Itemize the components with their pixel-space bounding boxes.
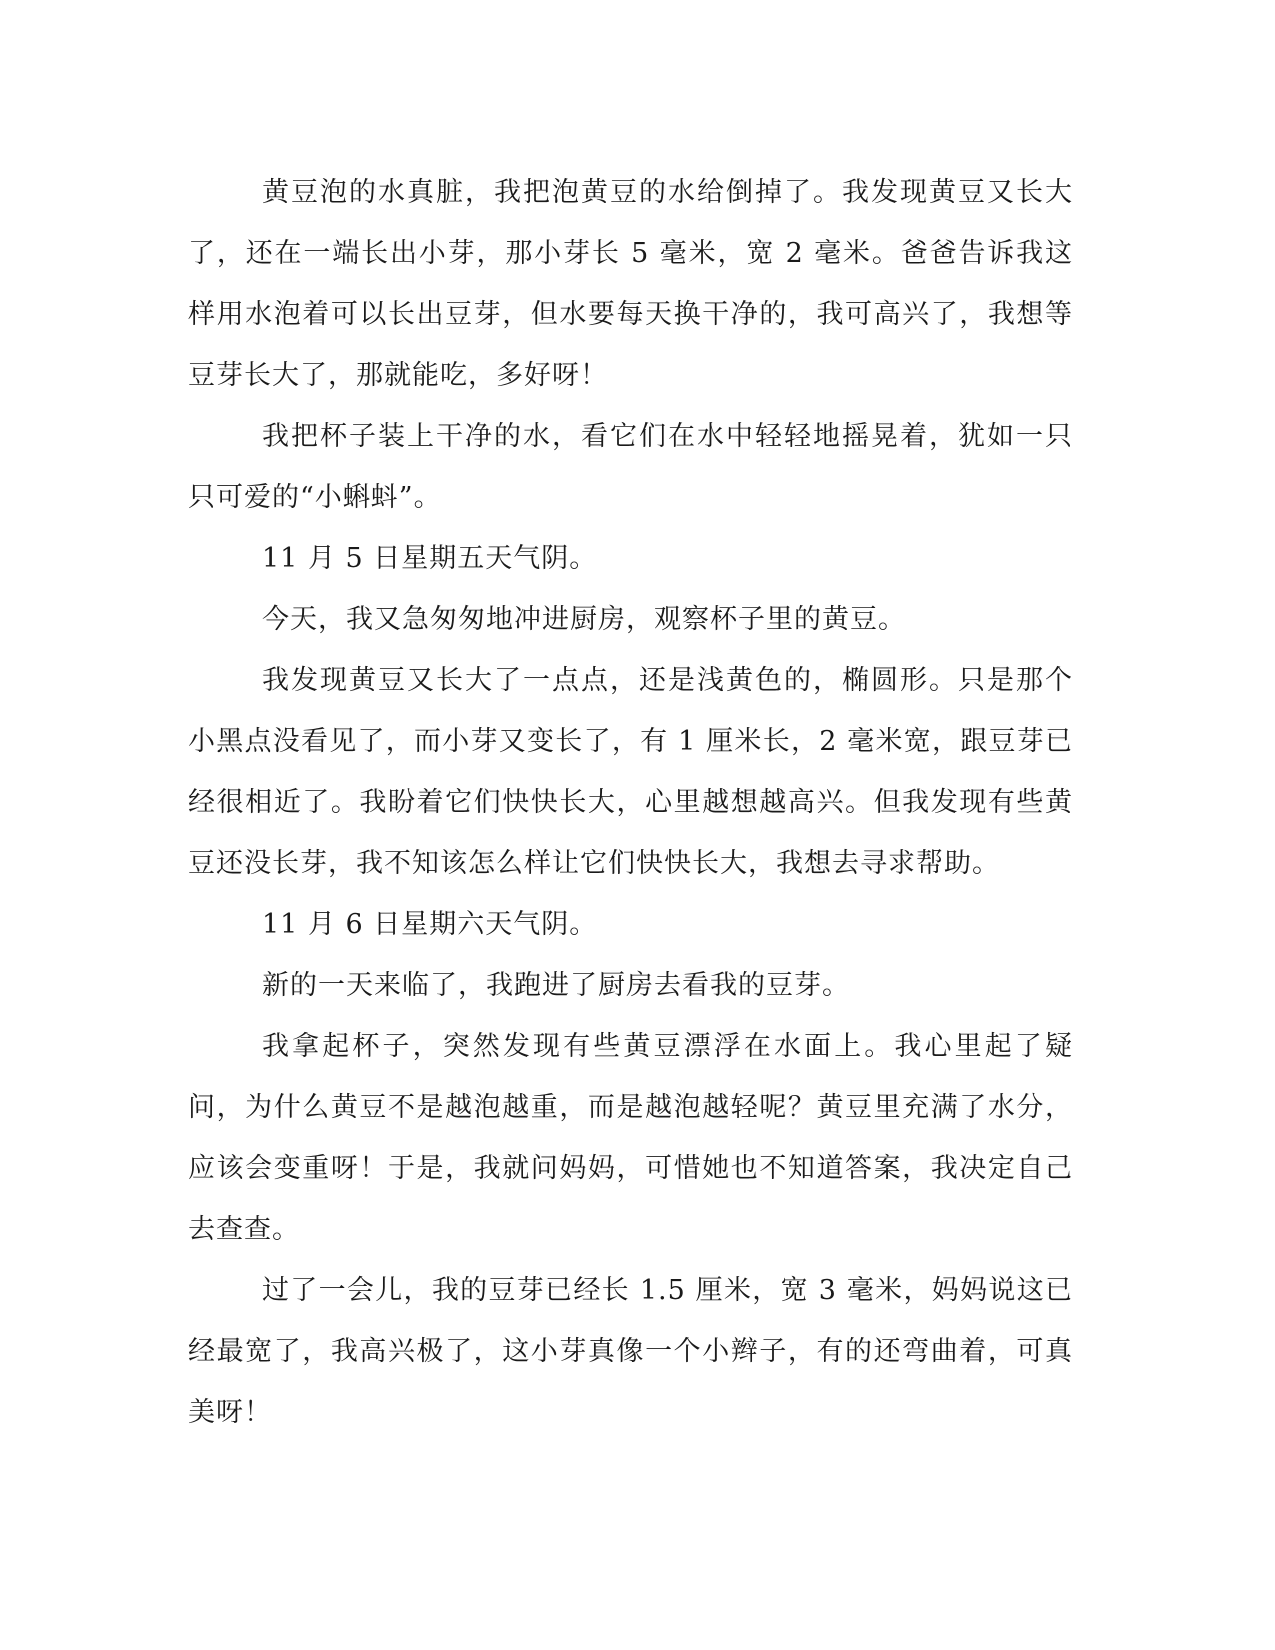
- paragraph: 过了一会儿，我的豆芽已经长 1.5 厘米，宽 3 毫米，妈妈说这已经最宽了，我高兴极了，这小芽真像一个小辫子，有的还弯曲着，可真美呀！: [188, 1275, 1073, 1428]
- document-body: [188, 162, 1073, 1443]
- date-weather-line: 11 月 5 日星期五天气阴。: [262, 543, 598, 574]
- paragraph: 新的一天来临了，我跑进了厨房去看我的豆芽。: [262, 970, 850, 1001]
- paragraph: 我拿起杯子，突然发现有些黄豆漂浮在水面上。我心里起了疑问，为什么黄豆不是越泡越重，而是越泡越轻呢？黄豆里充满了水分，应该会变重呀！于是，我就问妈妈，可惜她也不知道答案，我决定自己去查查。: [188, 1031, 1073, 1245]
- paragraph: 黄豆泡的水真脏，我把泡黄豆的水给倒掉了。我发现黄豆又长大了，还在一端长出小芽，那小芽长 5 毫米，宽 2 毫米。爸爸告诉我这样用水泡着可以长出豆芽，但水要每天换干净的，我可高兴了，我想等豆芽长大了，那就能吃，多好呀！: [188, 177, 1073, 391]
- paragraph: 今天，我又急匆匆地冲进厨房，观察杯子里的黄豆。: [262, 604, 906, 635]
- paragraph: 我把杯子装上干净的水，看它们在水中轻轻地摇晃着，犹如一只只可爱的“小蝌蚪”。: [188, 421, 1073, 513]
- date-weather-line: 11 月 6 日星期六天气阴。: [262, 909, 598, 940]
- paragraph: 我发现黄豆又长大了一点点，还是浅黄色的，椭圆形。只是那个小黑点没看见了，而小芽又变长了，有 1 厘米长，2 毫米宽，跟豆芽已经很相近了。我盼着它们快快长大，心里越想越高兴。但我发现有些黄豆还没长芽，我不知该怎么样让它们快快长大，我想去寻求帮助。: [188, 665, 1073, 879]
